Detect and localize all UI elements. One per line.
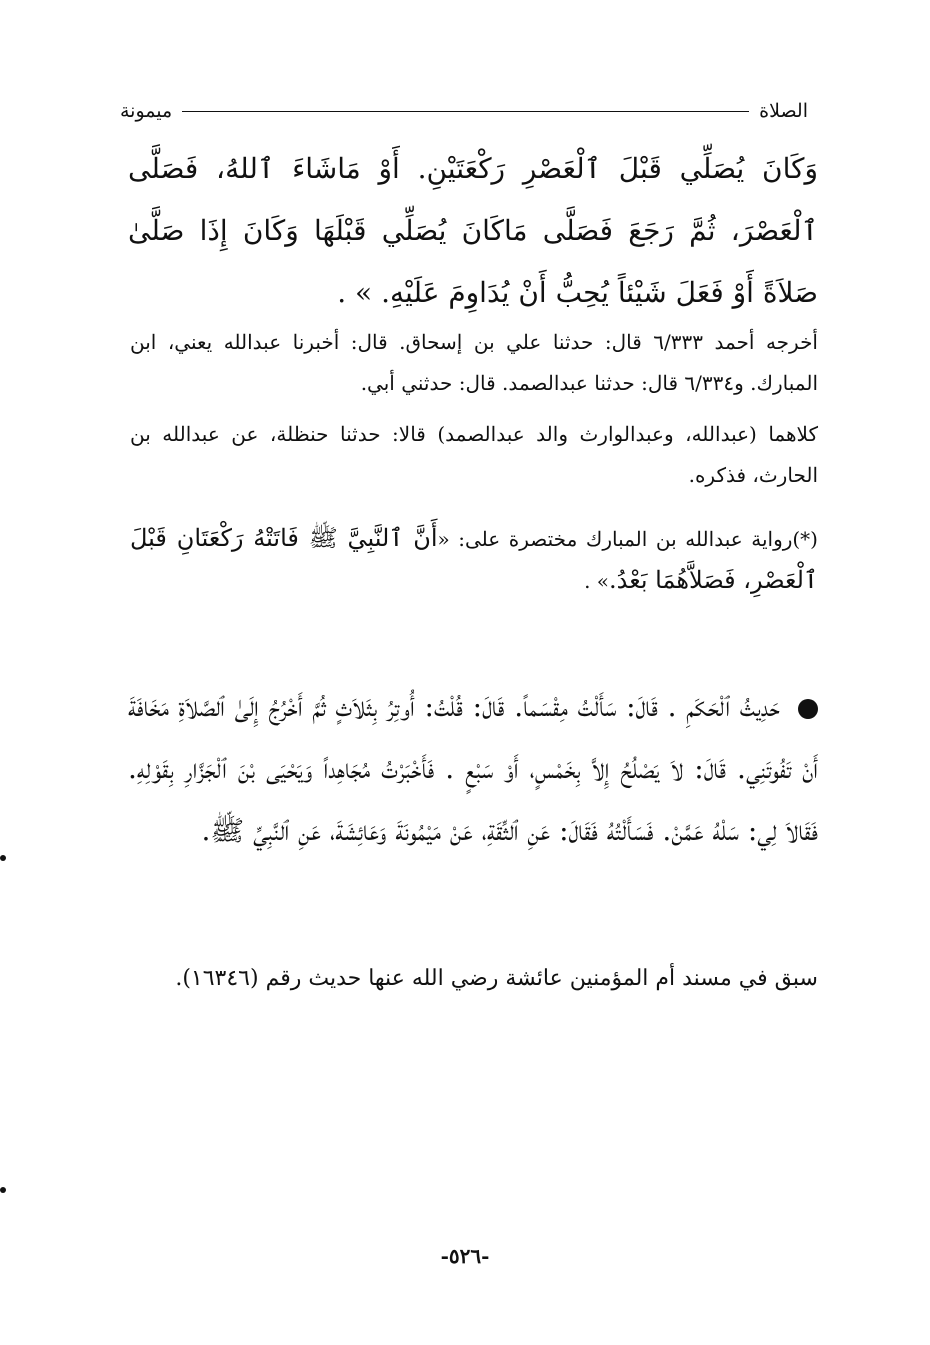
riwaya-prefix: (*)رواية عبدالله بن المبارك مختصرة على: « — [437, 527, 818, 551]
page-number: -٥٢٦- — [440, 1244, 490, 1268]
cross-reference-note: سبق في مسند أم المؤمنين عائشة رضي الله عنها حديث رقم (١٦٣٤٦). — [175, 966, 818, 991]
hadith-text: حَدِيثُ ٱلْحَكَمِ . قَالَ: سَأَلْتُ مِقْسَماً. قَالَ: قُلْتُ: أُوتِرُ بِثَلاَثٍ ثُمَّ أَخْرُجُ إِلَىٰ ٱلصَّلاَةِ مَخَافَةَ أَنْ تَفُوتَنِي. قَالَ: لاَ يَصْلُحُ إِلاَّ بِخَمْسٍ، أَوْ سَبْعٍ . فَأَخْبَرْتُ مُجَاهِداً وَيَحْيَى بْنَ ٱلْجَزَّارِ بِقَوْلِهِ. فَقَالاَ لِي: سَلْهُ عَمَّنْ. فَسَأَلْتُهُ فَقَالَ: عَنِ ٱلثِّقَةِ، عَنْ مَيْمُونَةَ وَعَائِشَةَ، عَنِ ٱلنَّبِيِّ ﷺ. — [128, 690, 818, 847]
hadith-text-continuation: وَكَانَ يُصَلِّي قَبْلَ ٱلْعَصْرِ رَكْعَتَيْنِ. أَوْ مَاشَاءَ ٱللهُ، فَصَلَّى ٱلْعَصْرَ، ثُمَّ رَجَعَ فَصَلَّى مَاكَانَ يُصَلِّي قَبْلَهَا وَكَانَ إِذَا صَلَّىٰ صَلاَةً أَوْ فَعَلَ شَيْئاً يُحِبُّ أَنْ يُدَاوِمَ عَلَيْهِ. » . — [128, 152, 818, 309]
riwaya-suffix: » . — [584, 569, 610, 593]
header-section-title: ميمونة — [120, 100, 173, 122]
takhrij-note-2: كلاهما (عبدالله، وعبدالوارث والد عبدالصمد) قالا: حدثنا حنظلة، عن عبدالله بن الحارث، فذكره. — [130, 422, 818, 487]
header-rule — [182, 111, 749, 112]
header-chapter-title: الصلاة — [759, 100, 808, 122]
running-header — [120, 96, 808, 126]
hadith-bullet-icon — [798, 699, 818, 719]
riwaya-quote: أَنَّ ٱلنَّبِيَّ ﷺ فَاتَتْهُ رَكْعَتَانِ قَبْلَ ٱلْعَصْرِ، فَصَلاَّهُمَا بَعْدُ. — [130, 524, 818, 594]
takhrij-note-1: أخرجه أحمد ٦/٣٣٣ قال: حدثنا علي بن إسحاق. قال: أخبرنا عبدالله يعني، ابن المبارك. و٦/٣٣٤ قال: حدثنا عبدالصمد. قال: حدثني أبي. — [130, 330, 818, 395]
hadith-block — [128, 676, 818, 862]
riwaya-note — [130, 518, 818, 602]
margin-mark — [0, 1187, 6, 1193]
margin-mark — [0, 855, 6, 861]
